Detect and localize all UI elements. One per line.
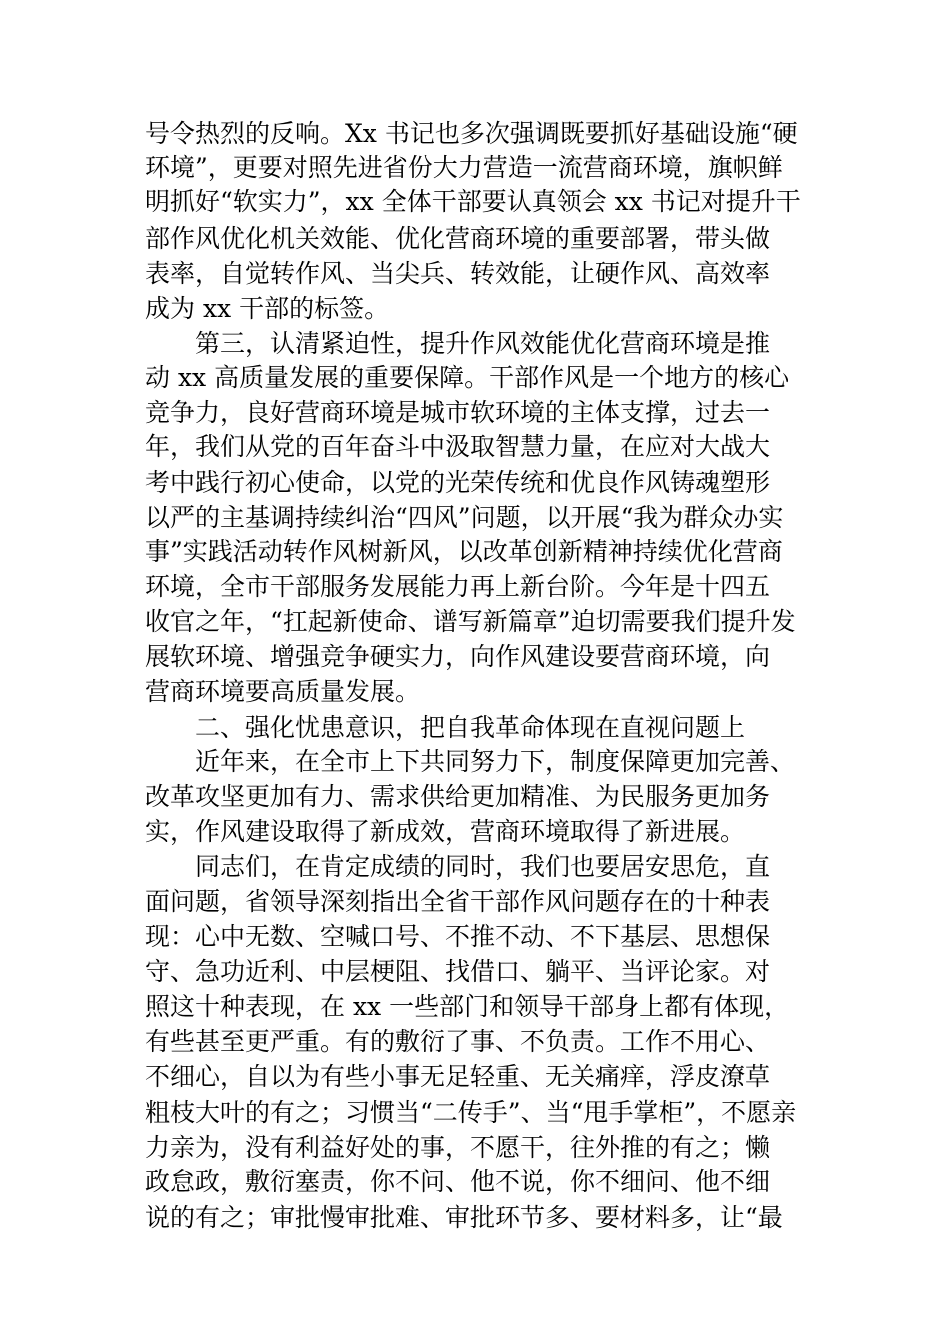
text-line: 事”实践活动转作风树新风，以改革创新精神持续优化营商 bbox=[145, 537, 783, 566]
text-line: 竞争力，良好营商环境是城市软环境的主体支撑，过去一 bbox=[145, 398, 771, 427]
text-line: 动 xx 高质量发展的重要保障。干部作风是一个地方的核心 bbox=[145, 363, 790, 392]
text-line: 有些甚至更严重。有的敷衍了事、不负责。工作不用心、 bbox=[145, 1027, 771, 1056]
text-line: 营商环境要高质量发展。 bbox=[145, 677, 421, 706]
text-line: 说的有之；审批慢审批难、审批环节多、要材料多，让“最 bbox=[145, 1203, 783, 1232]
text-line: 年，我们从党的百年奋斗中汲取智慧力量，在应对大战大 bbox=[145, 432, 771, 461]
text-line: 以严的主基调持续纠治“四风”问题，以开展“我为群众办实 bbox=[145, 503, 784, 532]
text-line: 环境，全市干部服务发展能力再上新台阶。今年是十四五 bbox=[145, 572, 771, 601]
text-line: 守、急功近利、中层梗阻、找借口、躺平、当评论家。对 bbox=[145, 957, 771, 986]
text-line: 明抓好“软实力”，xx 全体干部要认真领会 xx 书记对提升干 bbox=[145, 187, 801, 216]
text-line: 不细心，自以为有些小事无足轻重、无关痛痒，浮皮潦草 bbox=[145, 1062, 771, 1091]
text-line: 环境”，更要对照先进省份大力营造一流营商环境，旗帜鲜 bbox=[145, 153, 783, 182]
text-line: 第三，认清紧迫性，提升作风效能优化营商环境是推 bbox=[195, 329, 771, 358]
text-line: 展软环境、增强竞争硬实力，向作风建设要营商环境，向 bbox=[145, 642, 771, 671]
text-line: 实，作风建设取得了新成效，营商环境取得了新进展。 bbox=[145, 817, 746, 846]
text-line: 面问题，省领导深刻指出全省干部作风问题存在的十种表 bbox=[145, 887, 771, 916]
text-line: 照这十种表现，在 xx 一些部门和领导干部身上都有体现， bbox=[145, 992, 790, 1021]
section-heading: 二、强化忧患意识，把自我革命体现在直视问题上 bbox=[195, 713, 746, 742]
text-line: 改革攻坚更加有力、需求供给更加精准、为民服务更加务 bbox=[145, 782, 771, 811]
text-line: 近年来，在全市上下共同努力下，制度保障更加完善、 bbox=[195, 747, 796, 776]
text-line: 考中践行初心使命，以党的光荣传统和优良作风铸魂塑形 bbox=[145, 468, 771, 497]
text-line: 表率，自觉转作风、当尖兵、转效能，让硬作风、高效率 bbox=[145, 259, 771, 288]
text-line: 成为 xx 干部的标签。 bbox=[145, 294, 390, 323]
text-line: 力亲为，没有利益好处的事，不愿干，往外推的有之；懒 bbox=[145, 1133, 771, 1162]
text-line: 部作风优化机关效能、优化营商环境的重要部署，带头做 bbox=[145, 224, 771, 253]
text-line: 号令热烈的反响。Xx 书记也多次强调既要抓好基础设施“硬 bbox=[145, 119, 798, 148]
text-line: 同志们，在肯定成绩的同时，我们也要居安思危，直 bbox=[195, 852, 771, 881]
text-line: 政怠政，敷衍塞责，你不问、他不说，你不细问、他不细 bbox=[145, 1167, 771, 1196]
text-line: 粗枝大叶的有之；习惯当“二传手”、当“甩手掌柜”，不愿亲 bbox=[145, 1098, 797, 1127]
text-line: 现：心中无数、空喊口号、不推不动、不下基层、思想保 bbox=[145, 922, 771, 951]
text-line: 收官之年，“扛起新使命、谱写新篇章”迫切需要我们提升发 bbox=[145, 607, 796, 636]
